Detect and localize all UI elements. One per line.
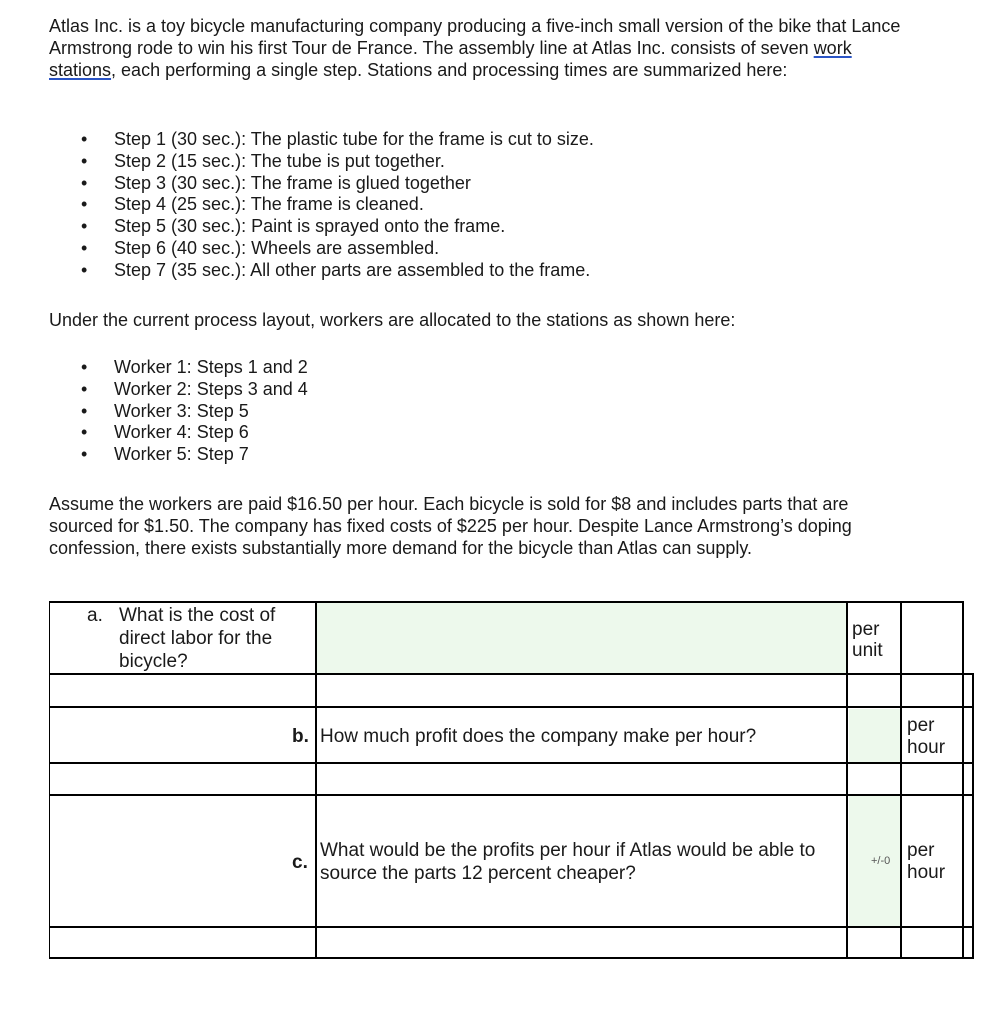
table-border [49, 794, 974, 796]
layout-intro: Under the current process layout, workers are allocated to the stations as shown here: [49, 310, 736, 330]
table-border [900, 601, 902, 959]
question-a-text: What is the cost of direct labor for the bicycle? [119, 605, 276, 672]
table-border [962, 601, 964, 959]
question-b-label: b. [292, 726, 309, 747]
list-item: • Step 7 (35 sec.): All other parts are assembled to the frame. [80, 260, 594, 282]
answer-a-input[interactable] [317, 602, 846, 673]
question-b-text: How much profit does the company make per hour? [320, 726, 757, 747]
table-border [49, 926, 974, 928]
table-border [315, 601, 317, 959]
question-c-text: What would be the profits per hour if Atlas would be able to source the parts 12 percent cheaper? [320, 840, 816, 884]
table-border [49, 957, 974, 959]
list-item: • Step 3 (30 sec.): The frame is glued together [80, 173, 594, 195]
problem-intro [49, 15, 909, 81]
table-border [49, 706, 974, 708]
list-item: • Worker 3: Step 5 [80, 401, 308, 423]
unit-b-line1: per [907, 715, 935, 736]
answer-b-input[interactable] [849, 709, 900, 762]
list-item: • Step 2 (15 sec.): The tube is put together. [80, 151, 594, 173]
list-item: • Step 1 (30 sec.): The plastic tube for the frame is cut to size. [80, 129, 594, 151]
unit-c-line1: per [907, 840, 935, 861]
question-a-label: a. [87, 605, 103, 626]
unit-a-line2: unit [852, 640, 883, 661]
tolerance-label: +/-0 [871, 855, 891, 867]
intro-text-end: , each performing a single step. Stations and processing times are summarized here: [111, 60, 788, 80]
intro-text-start: Atlas Inc. is a toy bicycle manufacturing company producing a five-inch small version of the bike that Lance Armstrong rode to win his first Tour de France. The assembly line at Atlas Inc. consists of seven [49, 16, 901, 58]
steps-list [80, 129, 594, 282]
list-item: • Worker 2: Steps 3 and 4 [80, 379, 308, 401]
table-border [972, 673, 974, 959]
table-border [49, 673, 974, 675]
list-item: • Step 6 (40 sec.): Wheels are assembled. [80, 238, 594, 260]
list-item: • Worker 5: Step 7 [80, 444, 308, 466]
work-stations-link[interactable]: work stations [49, 38, 852, 80]
list-item: • Worker 1: Steps 1 and 2 [80, 357, 308, 379]
assumptions-paragraph: Assume the workers are paid $16.50 per hour. Each bicycle is sold for $8 and includes parts that are sourced for $1.50. The company has fixed costs of $225 per hour. Despite Lance Armstrong’s doping confession, there exists substantially more demand for the bicycle than Atlas can supply. [49, 494, 852, 558]
list-item: • Worker 4: Step 6 [80, 422, 308, 444]
unit-b-line2: hour [907, 737, 946, 758]
list-item: • Step 4 (25 sec.): The frame is cleaned. [80, 194, 594, 216]
list-item: • Step 5 (30 sec.): Paint is sprayed onto the frame. [80, 216, 594, 238]
table-border [49, 601, 964, 603]
question-c-label: c. [292, 852, 308, 873]
table-border [49, 762, 974, 764]
workers-list [80, 357, 308, 466]
table-border [846, 601, 848, 959]
table-border [49, 601, 50, 959]
unit-a-line1: per [852, 619, 880, 640]
unit-c-line2: hour [907, 862, 946, 883]
